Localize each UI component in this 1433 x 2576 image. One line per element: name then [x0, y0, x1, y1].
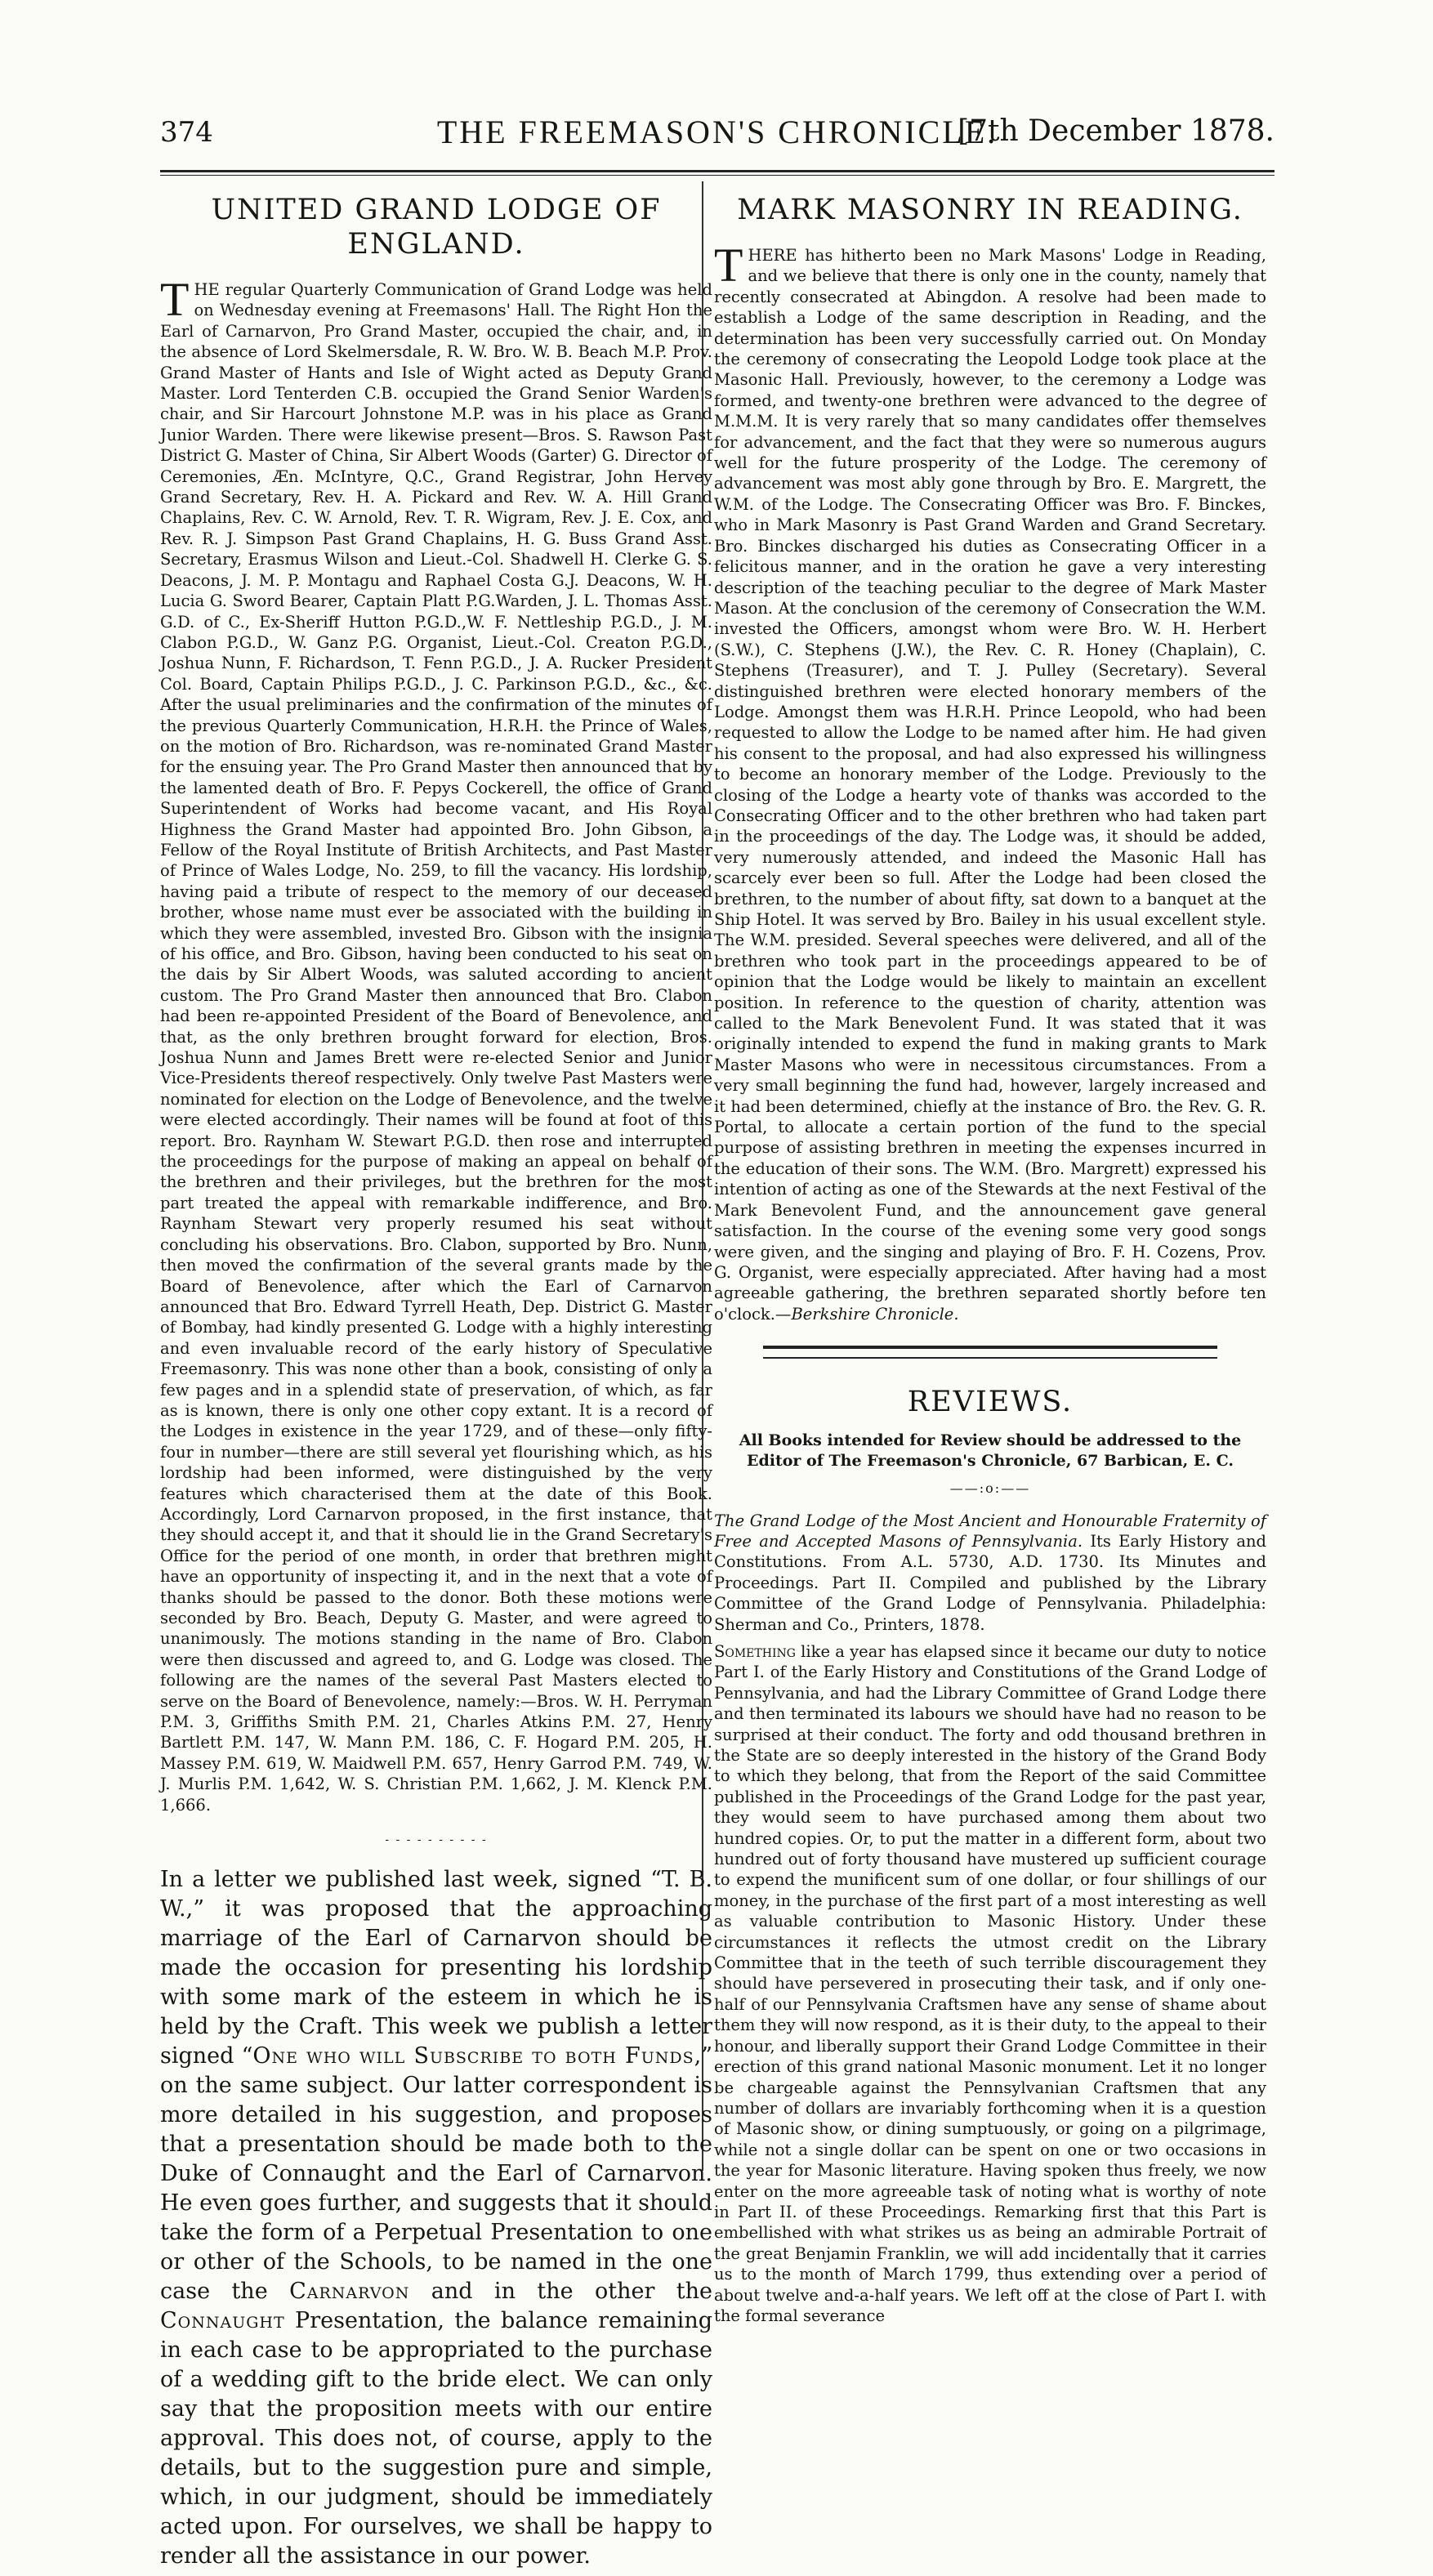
article-separator	[763, 1346, 1217, 1359]
article-title-grand-lodge: UNITED GRAND LODGE OF ENGLAND.	[211, 194, 662, 261]
editorial-text-3: and in the other the	[409, 2279, 712, 2305]
page-number: 374	[160, 116, 213, 149]
book-reference	[714, 1511, 1266, 1635]
editorial-text-2: ,” on the same subject. Our latter correspondent is more detailed in his suggestion, and proposes that a presentation should be made both to the Duke of Connaught and the Earl of Carnarvon. He even goes further, and suggests that it should take the form of a Perpetual Presentation to one or other of the Schools, to be named in the one case the	[160, 2043, 712, 2305]
ornament-divider: ——:o:——	[949, 1480, 1031, 1497]
left-column	[160, 193, 712, 2576]
review-text: like a year has elapsed since it became our duty to notice Part I. of the Early History and Constitutions of the Grand Lodge of Pennsylvania, and had the Library Committee of Grand Lodge there and then terminated its labours we should have had no reason to be surprised at their conduct. The forty and odd thousand brethren in the State are so deeply interested in the history of the Grand Body to which they belong, that from the Report of the said Committee published in the Proceedings of the Grand Lodge for the past year, they would seem to have purchased among them about two hundred copies. Or, to put the matter in a different form, about two hundred out of forty thousand have mustered up sufficient courage to expend the munificent sum of one dollar, or four shillings of our money, in the purchase of the first part of a most interesting as well as valuable contribution to Masonic History. Under these circumstances it reflects the utmost credit on the Library Committee that in the teeth of such terrible discouragement they should have persevered in prosecuting their task, and if only one-half of our Pennsylvania Craftsmen have any sense of shame about them they will now respond, as it is their duty, to the appeal to their honour, and liberally support their Grand Lodge Committee in their erection of this grand national Masonic monument. Let it no longer be chargeable against the Pennsylvanian Craftsmen that any number of dollars are invariably forthcoming when it is a question of Masonic show, or dining sumptuously, or going on a pilgrimage, while not a single dollar can be spent on one or two occasions in the year for Masonic literature. Having spoken thus freely, we now enter on the more agreeable task of noting what is worthy of note in Part II. of these Proceedings. Remarking first that this Part is embellished with what strikes us as being an admirable Portrait of the great Benjamin Franklin, we will add incidentally that it carries us to the month of March 1799, thus extending over a period of about twelve and-a-half years. We left off at the close of Part I. with the formal severance	[714, 1641, 1266, 2325]
issue-date: [7th December 1878.	[958, 114, 1275, 148]
book-title: The Grand Lodge of the Most Ancient and Honourable Fraternity of Free and Accepted Masons of Pennsylvania.	[714, 1511, 1266, 1551]
editorial-caps-3: Connaught	[160, 2308, 285, 2334]
editorial-text-4: Presentation, the balance remaining in each case to be appropriated to the purchase of a wedding gift to the bride elect. We can only say that the proposition meets with our entire approval. This does not, of course, apply to the details, but to the suggestion pure and simple, which, in our judgment, should be immediately acted upon. For ourselves, we shall be happy to render all the assistance in our power.	[160, 2308, 712, 2569]
header-rule-thin	[160, 175, 1275, 176]
source-credit: Berkshire Chronicle.	[791, 1304, 959, 1324]
article-body-mark-masonry	[714, 239, 1266, 1324]
running-head	[160, 111, 1275, 157]
editorial-caps-2: Carnarvon	[289, 2279, 410, 2305]
editorial-caps-1: One who will Subscribe to both Funds	[252, 2043, 694, 2069]
grand-lodge-text: HE regular Quarterly Communication of Grand Lodge was held on Wednesday evening at Freemasons' Hall. The Right Hon the Earl of Carnarvon, Pro Grand Master, occupied the chair, and, in the absence of Lord Skelmersdale, R. W. Bro. W. B. Beach M.P. Prov. Grand Master of Hants and Isle of Wight acted as Deputy Grand Master. Lord Tenterden C.B. occupied the Grand Senior Warden's chair, and Sir Harcourt Johnstone M.P. was in his place as Grand Junior Warden. There were likewise present—Bros. S. Rawson Past District G. Master of China, Sir Albert Woods (Garter) G. Director of Ceremonies, Æn. McIntyre, Q.C., Grand Registrar, John Hervey Grand Secretary, Rev. H. A. Pickard and Rev. W. A. Hill Grand Chaplains, Rev. C. W. Arnold, Rev. T. R. Wigram, Rev. J. E. Cox, and Rev. R. J. Simpson Past Grand Chaplains, H. G. Buss Grand Asst. Secretary, Erasmus Wilson and Lieut.-Col. Shadwell H. Clerke G. S. Deacons, J. M. P. Montagu and Raphael Costa G.J. Deacons, W. H. Lucia G. Sword Bearer, Captain Platt P.G.Warden, J. L. Thomas Asst. G.D. of C., Ex-Sheriff Hutton P.G.D.,W. F. Nettleship P.G.D., J. M. Clabon P.G.D., W. Ganz P.G. Organist, Lieut.-Col. Creaton P.G.D., Joshua Nunn, F. Richardson, T. Fenn P.G.D., J. A. Rucker President Col. Board, Captain Philips P.G.D., J. C. Parkinson P.G.D., &c., &c. After the usual preliminaries and the confirmation of the minutes of the previous Quarterly Communication, H.R.H. the Prince of Wales, on the motion of Bro. Richardson, was re-nominated Grand Master for the ensuing year. The Pro Grand Master then announced that by the lamented death of Bro. F. Pepys Cockerell, the office of Grand Superintendent of Works had become vacant, and His Royal Highness the Grand Master had appointed Bro. John Gibson, a Fellow of the Royal Institute of British Architects, and Past Master of Prince of Wales Lodge, No. 259, to fill the vacancy. His lordship, having paid a tribute of respect to the memory of our deceased brother, whose name must ever be associated with the building in which they were assembled, invested Bro. Gibson with the insignia of his office, and Bro. Gibson, having been conducted to his seat on the dais by Sir Albert Woods, was saluted according to ancient custom. The Pro Grand Master then announced that Bro. Clabon had been re-appointed President of the Board of Benevolence, and that, as the only brethren brought forward for election, Bros. Joshua Nunn and James Brett were re-elected Senior and Junior Vice-Presidents thereof respectively. Only twelve Past Masters were nominated for election on the Lodge of Benevolence, and the twelve were elected accordingly. Their names will be found at foot of this report. Bro. Raynham W. Stewart P.G.D. then rose and interrupted the proceedings for the purpose of making an appeal on behalf of the brethren and their privileges, but the brethren for the most part treated the appeal with remarkable indifference, and Bro. Raynham Stewart very properly resumed his seat without concluding his observations. Bro. Clabon, supported by Bro. Nunn, then moved the confirmation of the several grants made by the Board of Benevolence, after which the Earl of Carnarvon announced that Bro. Edward Tyrrell Heath, Dep. District G. Master of Bombay, had kindly presented G. Lodge with a highly interesting and even invaluable record of the early history of Speculative Freemasonry. This was none other than a book, consisting of only a few pages and in a splendid state of preservation, of which, as far as is known, there is only one other copy extant. It is a record of the Lodges in existence in the year 1729, and of these—only fifty-four in number—there are still several yet flourishing which, as his lordship had been informed, were distinguished by the very features which characterised them at the date of this Book. Accordingly, Lord Carnarvon proposed, in the first instance, that they should accept it, and that it should lie in the Grand Secretary's Office for the period of one month, in order that brethren might have an opportunity of inspecting it, and in the next that a vote of thanks should be passed to the donor. Both these motions were seconded by Bro. Beach, Deputy G. Master, and were agreed to unanimously. The motions standing in the name of Bro. Clabon were then discussed and agreed to, and G. Lodge was closed. The following are the names of the several Past Masters elected to serve on the Board of Benevolence, namely:—Bros. W. H. Perryman P.M. 3, Griffiths Smith P.M. 21, Charles Atkins P.M. 27, Henry Bartlett P.M. 147, W. Mann P.M. 186, C. F. Hogard P.M. 205, H. Massey P.M. 619, W. Maidwell P.M. 657, Henry Garrod P.M. 749, W. J. Murlis P.M. 1,642, W. S. Christian P.M. 1,662, J. M. Klenck P.M. 1,666.	[160, 280, 712, 1815]
article-body-grand-lodge	[160, 273, 712, 1815]
editorial-text-1: In a letter we published last week, signed “T. B. W.,” it was proposed that the approaching marriage of the Earl of Carnarvon should be made the occasion for presenting his lordship with some mark of the esteem in which he is held by the Craft. This week we publish a letter signed “	[160, 1867, 712, 2069]
mark-masonry-text: HERE has hitherto been no Mark Masons' Lodge in Reading, and we believe that there is only one in the county, namely that recently consecrated at Abingdon. A resolve had been made to establish a Lodge of the same description in Reading, and the determination has been very successfully carried out. On Monday the ceremony of consecrating the Leopold Lodge took place at the Masonic Hall. Previously, however, to the ceremony a Lodge was formed, and twenty-one brethren were advanced to the degree of M.M.M. It is very rarely that so many candidates offer themselves for advancement, and the fact that they were so numerous augurs well for the future prosperity of the Lodge. The ceremony of advancement was most ably gone through by Bro. E. Margrett, the W.M. of the Lodge. The Consecrating Officer was Bro. F. Binckes, who in Mark Masonry is Past Grand Warden and Grand Secretary. Bro. Binckes discharged his duties as Consecrating Officer in a felicitous manner, and in the oration he gave a very interesting description of the teaching peculiar to the degree of Mark Master Mason. At the conclusion of the ceremony of Consecration the W.M. invested the Officers, amongst whom were Bro. W. H. Herbert (S.W.), C. Stephens (J.W.), the Rev. C. R. Honey (Chaplain), C. Stephens (Treasurer), and T. J. Pulley (Secretary). Several distinguished brethren were elected honorary members of the Lodge. Amongst them was H.R.H. Prince Leopold, who had been requested to allow the Lodge to be named after him. He had given his consent to the proposal, and had also expressed his willingness to become an honorary member of the Lodge. Previously to the closing of the Lodge a hearty vote of thanks was accorded to the Consecrating Officer and to the other brethren who had taken part in the proceedings of the day. The Lodge was, it should be added, very numerously attended, and indeed the Masonic Hall has scarcely ever been so full. After the Lodge had been closed the brethren, to the number of about fifty, sat down to a banquet at the Ship Hotel. It was served by Bro. Bailey in his usual excellent style. The W.M. presided. Several speeches were delivered, and all of the brethren who took part in the proceedings appeared to be of opinion that the Lodge would be likely to maintain an excellent position. In reference to the question of charity, attention was called to the Mark Benevolent Fund. It was stated that it was originally intended to expend the fund in making grants to Mark Master Masons who were in necessitous circumstances. From a very small beginning the fund had, however, largely increased and it had been determined, chiefly at the instance of Bro. the Rev. G. R. Portal, to allocate a certain portion of the fund to the special purpose of assisting brethren in meeting the expenses incurred in the education of their sons. The W.M. (Bro. Margrett) expressed his intention of acting as one of the Stewards at the next Festival of the Mark Benevolent Fund, and the announcement gave general satisfaction. In the course of the evening some very good songs were given, and the singing and playing of Bro. F. H. Cozens, Prov. G. Organist, were especially appreciated. After having had a most agreeable gathering, the brethren separated shortly before ten o'clock.—	[714, 246, 1266, 1324]
reviews-title: REVIEWS.	[907, 1386, 1074, 1419]
publication-title: THE FREEMASON'S CHRONICLE.	[436, 114, 998, 150]
review-body	[714, 1641, 1266, 2326]
book-details: Its Early History and Constitutions. From A.L. 5730, A.D. 1730. Its Minutes and Proceedings. Part II. Compiled and published by the Library Committee of the Grand Lodge of Pennsylvania. Philadelphia: Sherman and Co., Printers, 1878.	[714, 1531, 1266, 1634]
drop-cap: T	[714, 239, 743, 292]
right-column	[714, 193, 1266, 2331]
review-opening-caps: Something	[714, 1641, 796, 1661]
section-separator: - - - - - - - - - -	[385, 1833, 488, 1847]
drop-cap: T	[160, 273, 190, 326]
article-title-mark-masonry: MARK MASONRY IN READING.	[737, 194, 1243, 226]
header-rule-thick	[160, 170, 1275, 172]
editorial-paragraph	[160, 1865, 712, 2571]
review-notice: All Books intended for Review should be addressed to the Editor of The Freemason's Chronicle, 67 Barbican, E. C.	[739, 1431, 1242, 1471]
